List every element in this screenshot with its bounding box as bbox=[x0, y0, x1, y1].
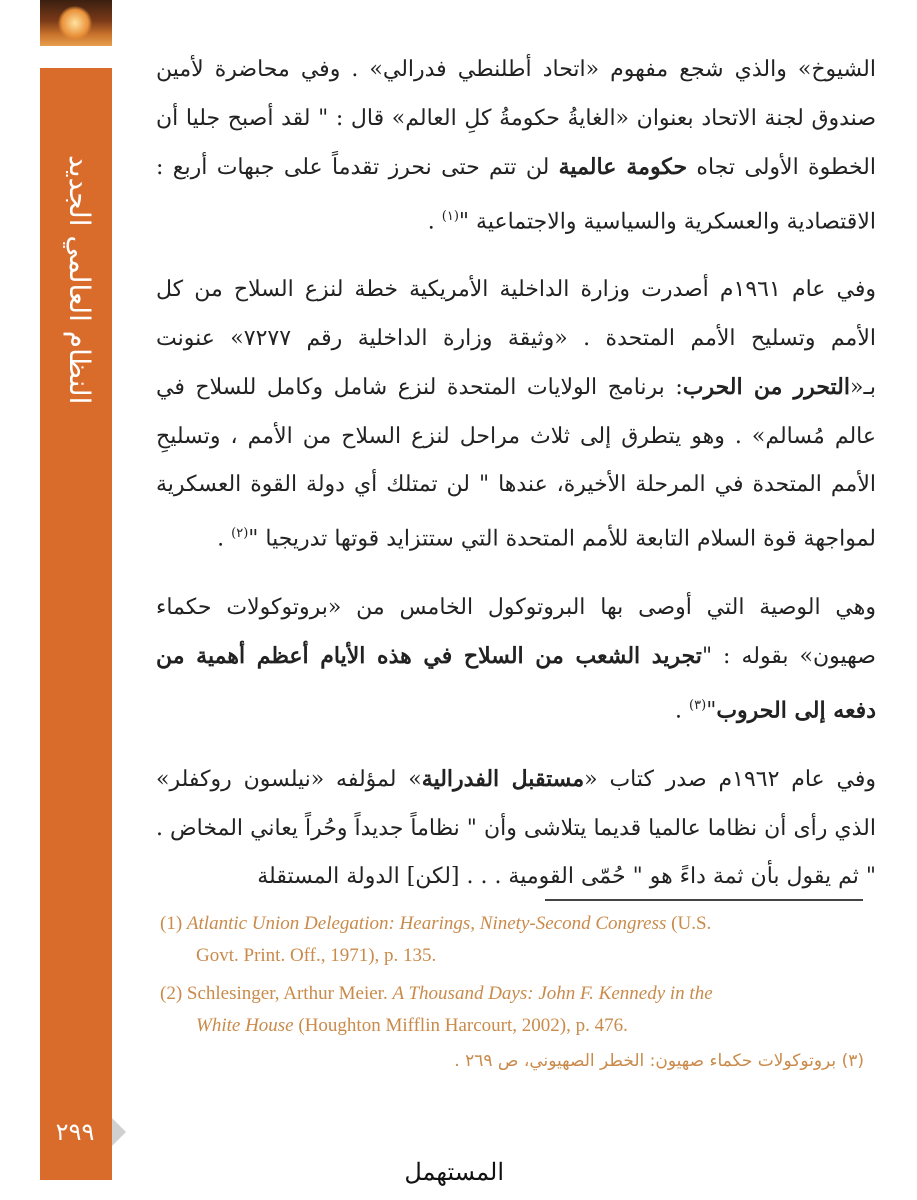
footnote-2: (2) Schlesinger, Arthur Meier. A Thousand Days: John F. Kennedy in the White House (Houghton Mifflin Harcourt, 2002), p. 476. bbox=[160, 983, 713, 1036]
paragraph-4: وفي عام ١٩٦٢م صدر كتاب «مستقبل الفدرالية» لمؤلفه «نيلسون روكفلر» الذي رأى أن نظاما عالميا قديما يتلاشى وأن " نظاماً جديداً وحُراً يعاني المخاض . " ثم يقول بأن ثمة داءً هو " حُمّى القومية . . . [لكن] الدولة المستقلة bbox=[156, 766, 876, 890]
bold-book-title: مستقبل الفدرالية bbox=[421, 766, 585, 793]
footnote-divider bbox=[545, 899, 863, 901]
page-number: ٢٩٩ bbox=[55, 1118, 95, 1146]
page-number-arrow bbox=[112, 1118, 126, 1146]
paragraph-3: وهي الوصية التي أوصى بها البروتوكول الخامس من «بروتوكولات حكماء صهيون» بقوله : "تجريد الشعب من السلاح في هذه الأيام أعظم أهمية من دفعه إلى الحروب"$^{(٣)}$ . bbox=[156, 594, 876, 723]
bold-quote: تجريد الشعب من السلاح في هذه الأيام أعظم أهمية من دفعه إلى الحروب bbox=[156, 643, 876, 723]
cover-photo-thumbnail bbox=[40, 0, 112, 46]
footnote-ref-1: (١) bbox=[441, 208, 459, 224]
book-title-vertical: النظام العالمي الجديد bbox=[63, 155, 96, 405]
footnote-1: (1) Atlantic Union Delegation: Hearings, Ninety-Second Congress (U.S. Govt. Print. Off., 1971), p. 135. bbox=[160, 913, 712, 966]
footnote-ref-2: (٢) bbox=[231, 525, 249, 541]
bold-phrase: حكومة عالمية bbox=[558, 154, 688, 180]
bold-phrase: التحرر من الحرب bbox=[682, 374, 850, 401]
footnote-ref-3: (٣) bbox=[689, 697, 707, 713]
footnote-3: (٣) بروتوكولات حكماء صهيون: الخطر الصهيوني، ص ٢٦٩ . bbox=[454, 1051, 864, 1071]
publisher-logo: المستهمل bbox=[404, 1158, 504, 1186]
paragraph-1: الشيوخ» والذي شجع مفهوم «اتحاد أطلنطي فدرالي» . وفي محاضرة لأمين صندوق لجنة الاتحاد بعنوان «الغايةُ حكومةُ كلِ العالم» قال : " لقد أصبح جليا أن الخطوة الأولى تجاه حكومة عالمية لن تتم حتى نحرز تقدماً على جبهات أربع : الاقتصادية والعسكرية والسياسية والاجتماعية "$^{(١)}$ . bbox=[156, 57, 876, 234]
paragraph-2: وفي عام ١٩٦١م أصدرت وزارة الداخلية الأمريكية خطة لنزع السلاح من كل الأمم وتسليح الأمم المتحدة . «وثيقة وزارة الداخلية رقم ٧٢٧٧» عنونت بـ«التحرر من الحرب: برنامج الولايات المتحدة لنزع شامل وكامل للسلاح في عالم مُسالم» . وهو يتطرق إلى ثلاث مراحل لنزع السلاح من الأمم ، وتسليحِ الأمم المتحدة في المرحلة الأخيرة، عندها " لن تمتلك أي دولة القوة العسكرية لمواجهة قوة السلام التابعة للأمم المتحدة التي ستتزايد قوتها تدريجيا "$^{(٢)}$ . bbox=[156, 277, 877, 552]
body-text bbox=[156, 46, 876, 922]
candle-glow bbox=[58, 6, 92, 40]
